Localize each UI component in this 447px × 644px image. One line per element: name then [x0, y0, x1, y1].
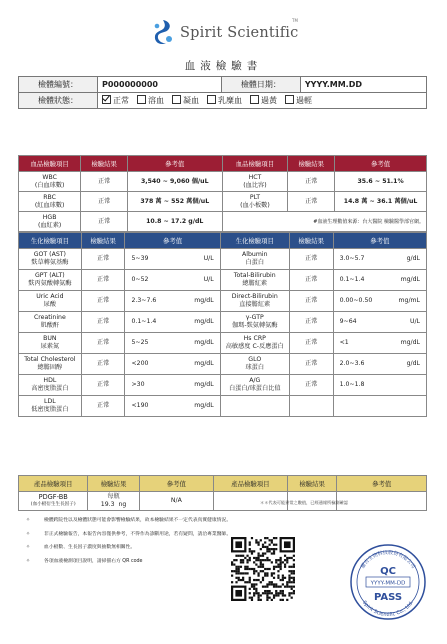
- status-option[interactable]: [250, 96, 277, 105]
- note-text: 非正式檢驗報告，本報告內容僅供參考，不得作為診斷用途，若有疑問，請洽專業醫師。: [44, 531, 232, 537]
- reference-range: >30: [131, 381, 145, 388]
- reference-range: <200: [131, 360, 149, 367]
- test-item-cell: [19, 396, 82, 417]
- test-item-name: A/G: [249, 377, 261, 384]
- status-checkbox[interactable]: [250, 95, 259, 104]
- test-item-cell: [19, 172, 81, 192]
- test-reference: [125, 291, 220, 312]
- status-checkbox[interactable]: [137, 95, 146, 104]
- test-item-cell: [220, 270, 289, 291]
- reference-range: 2.3~7.6: [131, 297, 157, 304]
- product-result-label: 每瓶: [107, 493, 120, 500]
- test-item-sub: 白蛋白: [245, 259, 265, 266]
- table-row: [19, 396, 427, 417]
- test-item-cell: [220, 249, 289, 270]
- specimen-id-value: P000000000: [98, 77, 222, 93]
- product-result-value: 19.3: [100, 501, 115, 508]
- test-result: 正常: [81, 192, 128, 212]
- reference-range: 5~25: [131, 339, 149, 346]
- qc-pass-stamp: [348, 542, 428, 622]
- diamond-bullet-icon: ✧: [26, 531, 31, 537]
- reference-range: 0.1~1.4: [339, 276, 365, 283]
- column-header: 檢驗結果: [287, 476, 337, 492]
- product-ref-cell: N/A: [139, 492, 213, 511]
- test-result: 正常: [289, 375, 333, 396]
- test-result: 正常: [288, 192, 335, 212]
- test-reference: [125, 333, 220, 354]
- test-item-name: Uric Acid: [36, 293, 64, 300]
- test-reference: 14.8 萬 ~ 36.1 萬個/uL: [335, 192, 427, 212]
- status-option[interactable]: [102, 96, 129, 105]
- reference-unit: U/L: [203, 276, 214, 283]
- column-header: 檢驗結果: [81, 156, 128, 172]
- test-item-cell: [220, 291, 289, 312]
- brand-tm: TM: [292, 18, 298, 23]
- reference-unit: mg/dL: [194, 339, 214, 346]
- test-result: 正常: [81, 333, 125, 354]
- test-reference: [333, 249, 426, 270]
- test-item-sub: (血比容): [243, 181, 267, 189]
- test-item-name: HCT: [248, 173, 262, 181]
- qr-code-icon[interactable]: [231, 537, 295, 601]
- test-item-sub: (血紅素): [37, 221, 62, 229]
- test-reference: 10.8 ~ 17.2 g/dL: [127, 212, 222, 232]
- column-header: 參考值: [127, 156, 222, 172]
- reference-range: 3.0~5.7: [339, 255, 365, 262]
- reference-unit: mg/dL: [194, 318, 214, 325]
- test-reference: [333, 333, 426, 354]
- reference-unit: g/dL: [406, 360, 420, 367]
- reference-unit: mg/dL: [400, 339, 420, 346]
- test-reference: 3,540 ~ 9,060 個/uL: [127, 172, 222, 192]
- test-item-sub: 高密度脂蛋白: [31, 385, 69, 392]
- test-item-name: Creatinine: [33, 314, 66, 321]
- test-reference: [125, 396, 220, 417]
- column-header: 生化檢驗項目: [220, 233, 289, 249]
- product-test-table: [18, 475, 427, 511]
- reference-range: 0.00~0.50: [339, 297, 373, 304]
- product-item-name: PDGF-BB: [38, 493, 68, 501]
- column-header: 血品檢驗項目: [222, 156, 288, 172]
- test-item-sub: 肌酸酐: [40, 322, 60, 329]
- test-reference: [333, 291, 426, 312]
- reference-unit: mg/dL: [194, 297, 214, 304]
- note-item: [26, 541, 231, 555]
- reference-range: <1: [339, 339, 349, 346]
- status-option-label: 正常: [113, 96, 129, 105]
- document-title: 血液檢驗書: [184, 60, 263, 72]
- test-item-sub: 直接膽紅素: [239, 301, 271, 308]
- test-item-sub: 白蛋白/球蛋白比值: [228, 385, 281, 392]
- test-item-cell: [19, 375, 82, 396]
- column-header: 檢驗結果: [81, 233, 125, 249]
- reference-unit: mg/dL: [400, 276, 420, 283]
- svg-text:QC: QC: [380, 566, 396, 577]
- test-reference: [333, 354, 426, 375]
- test-item-name: GPT (ALT): [35, 272, 65, 279]
- test-item-name: BUN: [43, 335, 57, 342]
- test-item-cell: [19, 312, 82, 333]
- test-item-sub: 尿酸: [43, 301, 57, 308]
- test-item-sub: 麩丙氨酸轉氨酶: [28, 280, 72, 287]
- svg-text:YYYY-MM-DD: YYYY-MM-DD: [370, 580, 406, 587]
- status-checkbox[interactable]: [172, 95, 181, 104]
- table-row: [19, 212, 427, 232]
- svg-text:Spirit Scientific Co., Ltd.: Spirit Scientific Co., Ltd.: [361, 599, 415, 619]
- test-result: 正常: [81, 249, 125, 270]
- test-reference: [333, 270, 426, 291]
- column-header: 參考值: [139, 476, 213, 492]
- specimen-date-value: YYYY.MM.DD: [300, 77, 426, 93]
- test-item-sub: 總膽紅素: [242, 280, 268, 287]
- test-result: 正常: [81, 312, 125, 333]
- status-checkbox[interactable]: [102, 95, 111, 104]
- specimen-info-table: [18, 76, 427, 109]
- test-result: [289, 396, 333, 417]
- status-option-label: 乳糜血: [218, 96, 242, 105]
- status-checkbox[interactable]: [285, 95, 294, 104]
- footnote: ＊＊代表可能異常之數值，已經通報所檢測確認: [260, 500, 348, 505]
- status-option-label: 過輕: [296, 96, 312, 105]
- product-item-cell: [19, 492, 88, 511]
- test-item-name: Hs CRP: [243, 335, 266, 342]
- status-option-label: 溶血: [148, 96, 164, 105]
- reference-unit: mg/mL: [398, 297, 420, 304]
- test-reference: [333, 375, 426, 396]
- column-header: 參考值: [337, 476, 427, 492]
- reference-unit: mg/dL: [194, 360, 214, 367]
- diamond-bullet-icon: ✧: [26, 545, 31, 550]
- disclaimer-notes: [26, 514, 231, 568]
- test-result: 正常: [289, 354, 333, 375]
- test-result: 正常: [81, 354, 125, 375]
- table-row: [19, 172, 427, 192]
- specimen-status-options: [98, 93, 427, 109]
- column-header: 參考值: [335, 156, 427, 172]
- biochem-test-table: [18, 232, 427, 417]
- test-item-cell: [19, 354, 82, 375]
- test-item-sub: 總膽固醇: [37, 364, 63, 371]
- column-header: 血品檢驗項目: [19, 156, 81, 172]
- reference-unit: g/dL: [406, 255, 420, 262]
- product-result-cell: [88, 492, 139, 511]
- table-row: [19, 312, 427, 333]
- test-item-cell: [220, 333, 289, 354]
- test-reference: [125, 270, 220, 291]
- test-result: 正常: [81, 172, 128, 192]
- test-item-sub: 低密度脂蛋白: [31, 406, 69, 413]
- test-item-cell: [222, 192, 288, 212]
- column-header: 檢驗結果: [289, 233, 333, 249]
- column-header: 檢驗結果: [288, 156, 335, 172]
- svg-text:PASS: PASS: [373, 592, 403, 603]
- column-header: 生化檢驗項目: [19, 233, 82, 249]
- test-result: 正常: [289, 270, 333, 291]
- test-result: 正常: [81, 270, 125, 291]
- reference-unit: U/L: [409, 318, 420, 325]
- test-item-name: HDL: [43, 377, 57, 384]
- product-result-unit: ng: [118, 501, 127, 508]
- status-checkbox[interactable]: [207, 95, 216, 104]
- test-reference: 35.6 ~ 51.1%: [335, 172, 427, 192]
- status-option-label: 過黃: [261, 96, 277, 105]
- test-result: 正常: [288, 172, 335, 192]
- test-item-cell: [222, 172, 288, 192]
- test-reference: [125, 354, 220, 375]
- test-item-cell: [220, 312, 289, 333]
- test-item-cell: [19, 333, 82, 354]
- test-item-sub: (紅血球數): [34, 201, 65, 209]
- reference-range: 9~64: [339, 318, 357, 325]
- test-reference: [125, 249, 220, 270]
- specimen-id-label: 檢體編號：: [19, 77, 98, 93]
- test-item-sub: 尿素氮: [40, 343, 60, 350]
- test-item-name: RBC: [43, 193, 57, 201]
- blood-test-table: [18, 155, 427, 232]
- note-text: 檢體跨院性以及檢體狀態可能會影響檢驗結果，故本檢驗結果不一定代表真實健康情況。: [44, 518, 232, 523]
- test-item-cell: [220, 375, 289, 396]
- reference-range: 0~52: [131, 276, 149, 283]
- note-text: 各項血液檢測項目說明，請掃描右方 QR code: [44, 558, 143, 564]
- column-header: 產品檢驗項目: [19, 476, 88, 492]
- test-result: 正常: [81, 212, 128, 232]
- table-row: [19, 333, 427, 354]
- test-item-sub: (白血球數): [34, 181, 65, 189]
- status-option[interactable]: [285, 96, 312, 105]
- column-header: 參考值: [333, 233, 426, 249]
- product-item-sub: (血小板衍生生長因子): [30, 502, 76, 507]
- test-item-cell: [19, 270, 82, 291]
- test-item-name: WBC: [42, 173, 57, 181]
- status-option[interactable]: [207, 96, 242, 105]
- test-result: 正常: [289, 291, 333, 312]
- test-item-cell: [19, 249, 82, 270]
- test-reference: [125, 375, 220, 396]
- test-item-cell: [19, 212, 81, 232]
- test-item-name: Direct-Bilirubin: [231, 293, 278, 300]
- table-row: [19, 375, 427, 396]
- test-result: 正常: [81, 396, 125, 417]
- test-item-sub: 麩草轉氨基酶: [31, 259, 69, 266]
- test-item-name: Total-Bilirubin: [233, 272, 276, 279]
- test-item-name: Total Cholesterol: [24, 356, 76, 363]
- reference-range: 5~39: [131, 255, 149, 262]
- reference-range: 1.0~1.8: [339, 381, 365, 388]
- test-item-cell: [19, 192, 81, 212]
- table-row: [19, 354, 427, 375]
- test-reference: 378 萬 ~ 552 萬個/uL: [127, 192, 222, 212]
- table-row: [19, 192, 427, 212]
- test-result: 正常: [289, 312, 333, 333]
- test-item-name: GLO: [248, 356, 262, 363]
- test-item-sub: 球蛋白: [245, 364, 265, 371]
- test-reference: [125, 312, 220, 333]
- test-reference: [333, 396, 426, 417]
- column-header: 產品檢驗項目: [213, 476, 287, 492]
- status-option[interactable]: [172, 96, 199, 105]
- brand-name: Spirit Scientific: [180, 25, 299, 41]
- reference-unit: U/L: [203, 255, 214, 262]
- note-text: 血小板數、生長因子濃度與抽數無相關性。: [44, 545, 136, 550]
- test-result: 正常: [289, 249, 333, 270]
- blood-source-note: #血液生理數值來源：台大醫院 檢驗醫學部官網。: [222, 212, 427, 232]
- table-row: [19, 291, 427, 312]
- brand-logo: [150, 14, 298, 52]
- test-result: 正常: [289, 333, 333, 354]
- svg-text:靈吉生物科技股份有限公司: 靈吉生物科技股份有限公司: [359, 549, 417, 570]
- test-result: 正常: [81, 375, 125, 396]
- specimen-date-label: 檢體日期：: [221, 77, 300, 93]
- test-item-name: PLT: [249, 193, 260, 201]
- reference-range: <190: [131, 402, 149, 409]
- status-option[interactable]: [137, 96, 164, 105]
- test-item-name: Albumin: [242, 251, 268, 258]
- test-item-name: GOT (AST): [33, 251, 66, 258]
- test-item-sub: 伽瑪-麩氨轉氨酶: [231, 322, 278, 329]
- note-item: [26, 555, 231, 569]
- test-item-cell: [220, 396, 289, 417]
- reference-unit: mg/dL: [194, 381, 214, 388]
- status-option-label: 凝血: [183, 96, 199, 105]
- note-item: [26, 528, 231, 542]
- test-result: 正常: [81, 291, 125, 312]
- test-item-name: γ-GTP: [245, 314, 264, 321]
- test-reference: [333, 312, 426, 333]
- diamond-bullet-icon: ✧: [26, 518, 31, 523]
- note-item: [26, 514, 231, 528]
- test-item-name: LDL: [44, 398, 56, 405]
- empty-cell: [337, 492, 427, 511]
- test-item-name: HGB: [42, 213, 57, 221]
- test-item-cell: [220, 354, 289, 375]
- reference-range: 2.0~3.6: [339, 360, 365, 367]
- specimen-status-label: 檢體狀態：: [19, 93, 98, 109]
- table-row: [19, 249, 427, 270]
- column-header: 檢驗結果: [88, 476, 139, 492]
- diamond-bullet-icon: ✧: [26, 558, 31, 564]
- test-item-sub: (血小板數): [240, 201, 270, 209]
- test-item-cell: [19, 291, 82, 312]
- test-item-sub: 高敏感度 C-反應蛋白: [225, 343, 284, 350]
- reference-unit: mg/dL: [194, 402, 214, 409]
- table-row: [19, 492, 427, 511]
- reference-range: 0.1~1.4: [131, 318, 157, 325]
- column-header: 參考值: [125, 233, 220, 249]
- table-row: [19, 270, 427, 291]
- brand-logo-icon: [150, 18, 176, 48]
